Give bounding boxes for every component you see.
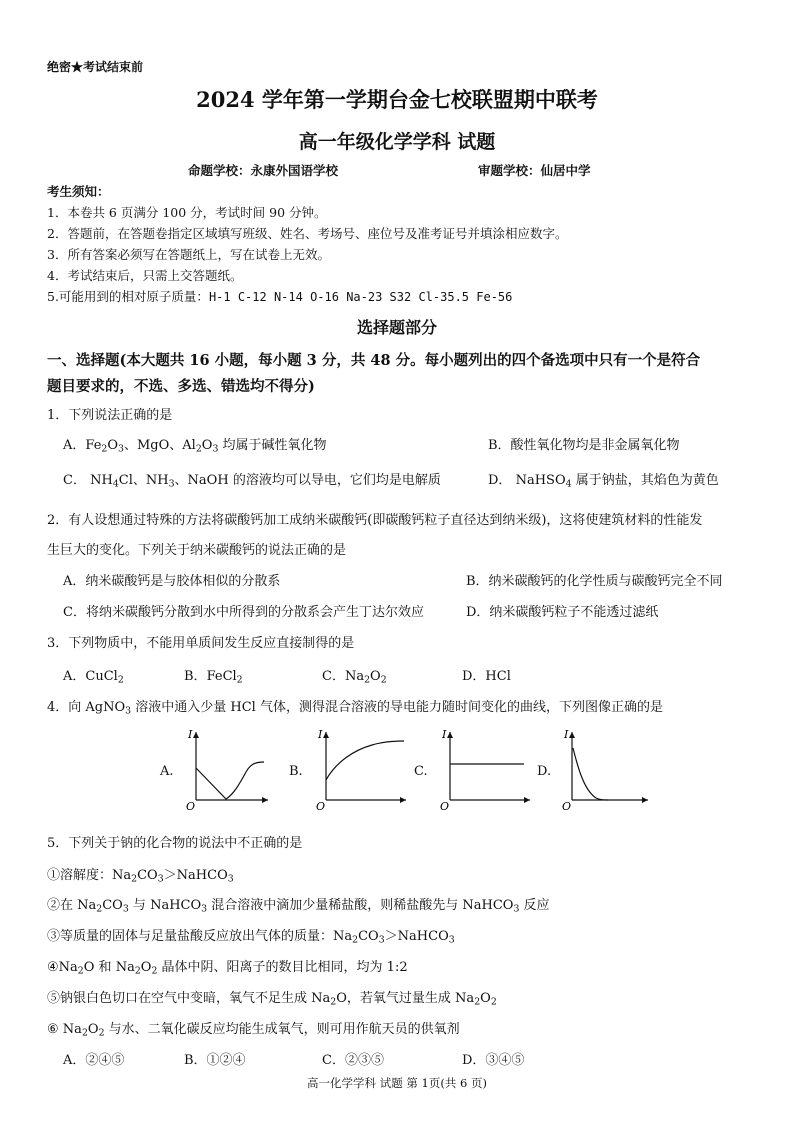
graph-a-y-label: I bbox=[188, 728, 193, 741]
notice-item: 3．所有答案必须写在答题纸上，写在试卷上无效。 bbox=[47, 247, 330, 262]
question-5-statement-1: ①溶解度：$Na_2CO_3>NaHCO_3$ bbox=[47, 868, 234, 885]
graph-d bbox=[556, 728, 652, 812]
subject-title: 高一年级化学学科 试题 bbox=[298, 131, 496, 153]
graph-a-y-arrow bbox=[193, 732, 199, 738]
question-5-statement-5: ⑤钠银白色切口在空气中变暗，氧气不足生成 $Na_2O$，若氧气过量生成 $Na_2O_2$ bbox=[47, 991, 497, 1008]
graph-b bbox=[310, 728, 410, 812]
question-2-option-d: D．纳米碳酸钙粒子不能透过滤纸 bbox=[466, 605, 659, 620]
question-5-statement-4: $④Na_2O$ 和 $Na_2O_2$ 晶体中阴、阳离子的数目比相同，均为 1:2 bbox=[47, 960, 408, 977]
atomic-masses: H-1 C-12 N-14 O-16 Na-23 S32 Cl-35.5 Fe-56 bbox=[208, 290, 513, 304]
graph-c-y-label: I bbox=[442, 728, 447, 741]
question-5-stem: 5．下列关于钠的化合物的说法中不正确的是 bbox=[47, 836, 303, 851]
graph-c-x-arrow bbox=[524, 797, 530, 803]
graph-a-origin: O bbox=[186, 800, 196, 812]
question-1-option-a: A．$Fe_2O_3$、MgO、$Al_2O_3$ 均属于碱性氧化物 bbox=[63, 438, 327, 455]
confidential-mark: 绝密★考试结束前 bbox=[47, 60, 144, 74]
question-2-option-a: A．纳米碳酸钙是与胶体相似的分散系 bbox=[63, 574, 281, 589]
question-2-stem-line1: 2．有人设想通过特殊的方法将碳酸钙加工成纳米碳酸钙(即碳酸钙粒子直径达到纳米级)，这将使建筑材料的性能发 bbox=[47, 513, 703, 528]
question-2-stem-line2: 生巨大的变化。下列关于纳米碳酸钙的说法正确的是 bbox=[47, 543, 347, 558]
question-4-stem: 4．向 AgNO$_3$ 溶液中通入少量 HCl 气体，测得混合溶液的导电能力随时间变化的曲线，下列图像正确的是 bbox=[47, 700, 663, 717]
notice-item: 1．本卷共 6 页满分 100 分，考试时间 90 分钟。 bbox=[47, 205, 327, 220]
question-5-statement-2: ②在 $Na_2CO_3$ 与 NaHCO$_3$ 混合溶液中滴加少量稀盐酸，则稀盐酸先与 NaHCO$_3$ 反应 bbox=[47, 898, 550, 915]
reviewer-school: 审题学校：仙居中学 bbox=[478, 163, 591, 178]
question-2-option-b: B．纳米碳酸钙的化学性质与碳酸钙完全不同 bbox=[466, 574, 723, 589]
part-heading-line2: 题目要求的，不选、多选、错选均不得分) bbox=[47, 378, 315, 395]
question-1-option-c: C． $NH_4Cl$、$NH_3$、NaOH 的溶液均可以导电，它们均是电解质 bbox=[63, 473, 441, 490]
graph-a-curve bbox=[196, 762, 264, 799]
graph-d-x-arrow bbox=[642, 797, 648, 803]
question-3-option-c: C．$Na_2O_2$ bbox=[322, 669, 387, 686]
graph-b-origin: O bbox=[316, 800, 326, 812]
graph-d-y-label: I bbox=[564, 728, 569, 741]
graph-c-y-arrow bbox=[447, 732, 453, 738]
question-5-option-d: D．③④⑤ bbox=[462, 1053, 525, 1068]
question-1-option-d: D． NaHSO$_4$ 属于钠盐，其焰色为黄色 bbox=[488, 473, 719, 490]
graph-b-y-arrow bbox=[323, 732, 329, 738]
notice-item: 4．考试结束后，只需上交答题纸。 bbox=[47, 268, 243, 283]
graph-d-label: D. bbox=[537, 764, 552, 779]
question-3-stem: 3．下列物质中，不能用单质间发生反应直接制得的是 bbox=[47, 636, 355, 651]
question-5-statement-6: ⑥ $Na_2O_2$ 与水、二氧化碳反应均能生成氧气，则可用作航天员的供氧剂 bbox=[47, 1022, 460, 1039]
question-5-option-b: B．①②④ bbox=[184, 1053, 246, 1068]
graph-b-y-label: I bbox=[318, 728, 323, 741]
question-3-option-a: A．CuCl$_2$ bbox=[63, 669, 124, 686]
graph-a bbox=[180, 728, 270, 812]
section-title: 选择题部分 bbox=[356, 318, 437, 337]
notice-heading: 考生须知： bbox=[47, 184, 110, 199]
graph-b-x-arrow bbox=[400, 797, 406, 803]
graph-d-curve bbox=[573, 748, 608, 800]
question-5-option-c: C．②③⑤ bbox=[322, 1053, 384, 1068]
graph-c bbox=[434, 728, 534, 812]
question-1-option-b: B．酸性氧化物均是非金属氧化物 bbox=[488, 438, 680, 453]
question-5-statement-3: ③等质量的固体与足量盐酸反应放出气体的质量：$Na_2CO_3>NaHCO_3$ bbox=[47, 929, 455, 946]
graph-a-label: A. bbox=[160, 764, 174, 779]
question-3-option-d: D．HCl bbox=[462, 669, 511, 684]
graph-c-label: C. bbox=[414, 764, 428, 779]
question-5-option-a: A．②④⑤ bbox=[63, 1053, 125, 1068]
graph-a-x-arrow bbox=[262, 797, 268, 803]
notice-item: 2．答题前，在答题卷指定区域填写班级、姓名、考场号、座位号及准考证号并填涂相应数字。 bbox=[47, 226, 568, 241]
page-footer: 高一化学学科 试题 第 1页(共 6 页) bbox=[307, 1076, 487, 1090]
setter-school: 命题学校：永康外国语学校 bbox=[188, 163, 339, 178]
graph-c-origin: O bbox=[440, 800, 450, 812]
notice-item-atomic-masses: 5.可能用到的相对原子质量：H-1 C-12 N-14 O-16 Na-23 S32 Cl-35.5 Fe-56 bbox=[47, 289, 513, 304]
graph-b-curve bbox=[326, 741, 404, 780]
graph-b-label: B. bbox=[289, 764, 303, 779]
graph-d-y-arrow bbox=[569, 732, 575, 738]
question-3-option-b: B．FeCl$_2$ bbox=[184, 669, 243, 686]
exam-title: 2024 学年第一学期台金七校联盟期中联考 bbox=[196, 87, 598, 112]
graph-d-origin: O bbox=[562, 800, 572, 812]
part-heading-line1: 一、选择题(本大题共 16 小题，每小题 3 分，共 48 分。每小题列出的四个备选项中只有一个是符合 bbox=[47, 352, 701, 369]
question-1-stem: 1．下列说法正确的是 bbox=[47, 408, 173, 423]
question-2-option-c: C．将纳米碳酸钙分散到水中所得到的分散系会产生丁达尔效应 bbox=[63, 605, 424, 620]
